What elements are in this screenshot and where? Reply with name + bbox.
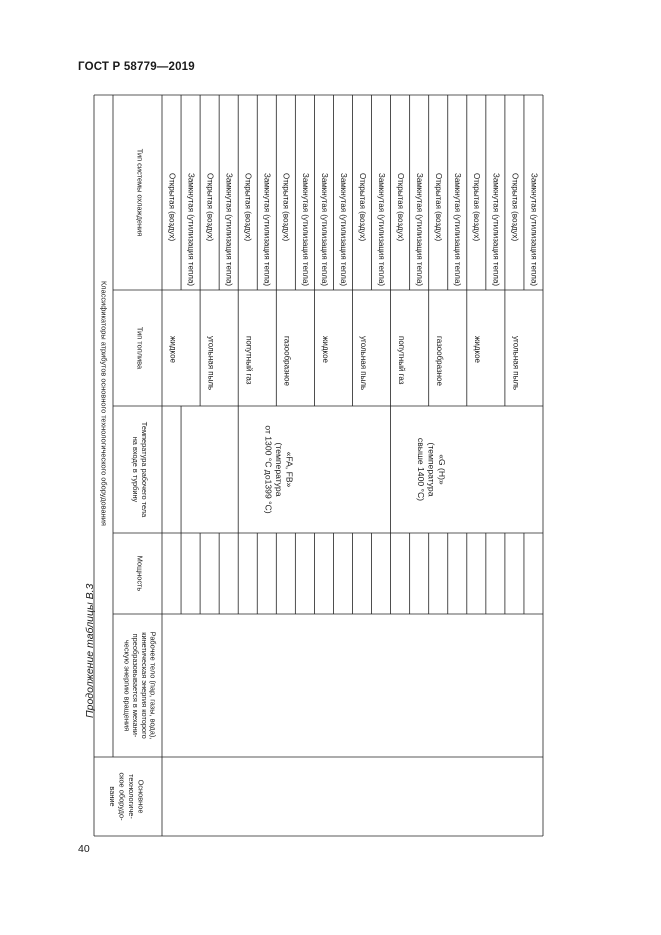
fuel-cell: жидкое	[320, 336, 330, 363]
temp-group-label: «FA, FB»	[284, 451, 295, 488]
cooling-cell: Замкнутая (утилизация тепла)	[186, 173, 196, 287]
document-code: ГОСТ Р 58779—2019	[78, 61, 195, 73]
temp-group-label: свыше 1400 °С)	[415, 437, 426, 502]
header-equipment: Основное	[136, 779, 146, 814]
fuel-cell: жидкое	[473, 336, 483, 363]
header-equipment: технологиче-	[126, 774, 136, 819]
header-working-body: кинетическая энергия которого	[139, 632, 149, 739]
cooling-cell: Замкнутая (утилизация тепла)	[376, 173, 386, 287]
cooling-cell: Замкнутая (утилизация тепла)	[319, 173, 329, 287]
header-working-body: преобразовывается в механи-	[131, 633, 141, 738]
fuel-cell: угольная пыль	[206, 336, 216, 391]
cooling-cell: Замкнутая (утилизация тепла)	[338, 173, 348, 287]
header-equipment: ское оборудо-	[117, 772, 127, 821]
header-inlet-temp: Температура рабочего тела	[139, 421, 149, 518]
cooling-cell: Открытая (воздух)	[357, 173, 367, 242]
page-number: 40	[78, 843, 90, 855]
cooling-cell: Открытая (воздух)	[167, 173, 177, 242]
cooling-cell: Открытая (воздух)	[243, 173, 253, 242]
header-inlet-temp: на входе в турбину	[131, 436, 141, 503]
fuel-cell: газообразное	[435, 336, 445, 386]
cooling-cell: Замкнутая (утилизация тепла)	[224, 173, 234, 287]
header-cooling-type: Тип системы охлаждения	[135, 148, 145, 237]
cooling-cell: Замкнутая (утилизация тепла)	[415, 173, 425, 287]
cooling-cell: Открытая (воздух)	[472, 173, 482, 242]
fuel-cell: угольная пыль	[511, 336, 521, 391]
temp-group-label: от 1300 °С до1399 °С)	[263, 425, 274, 514]
cooling-cell: Замкнутая (утилизация тепла)	[491, 173, 501, 287]
cooling-cell: Замкнутая (утилизация тепла)	[262, 173, 272, 287]
cooling-cell: Замкнутая (утилизация тепла)	[453, 173, 463, 287]
cooling-cell: Замкнутая (утилизация тепла)	[529, 173, 539, 287]
cooling-cell: Открытая (воздух)	[396, 173, 406, 242]
temp-group-label: (температура	[426, 442, 437, 497]
header-power: Мощность	[135, 555, 145, 592]
group-header-text: Классификаторы атрибутов основного технологического оборудования	[99, 281, 109, 526]
fuel-cell: угольная пыль	[358, 336, 368, 391]
temp-group-label: «G (H)»	[436, 454, 447, 485]
fuel-cell: газообразное	[282, 336, 292, 386]
cooling-cell: Открытая (воздух)	[281, 173, 291, 242]
cooling-cell: Открытая (воздух)	[205, 173, 215, 242]
table-caption: Продолжение таблицы В.3	[84, 583, 96, 718]
cooling-cell: Открытая (воздух)	[434, 173, 444, 242]
header-fuel-type: Тип топлива	[135, 326, 145, 370]
header-working-body: ческую энергию вращения	[122, 639, 132, 732]
fuel-cell: жидкое	[168, 336, 178, 363]
header-equipment: вание	[107, 786, 117, 807]
temp-group-label: (температура	[274, 442, 285, 497]
cooling-cell: Открытая (воздух)	[510, 173, 520, 242]
fuel-cell: попутный газ	[397, 336, 407, 385]
header-working-body: Рабочее тело (пар, газы, вода),	[148, 631, 158, 740]
cooling-cell: Замкнутая (утилизация тепла)	[300, 173, 310, 287]
fuel-cell: попутный газ	[244, 336, 254, 385]
